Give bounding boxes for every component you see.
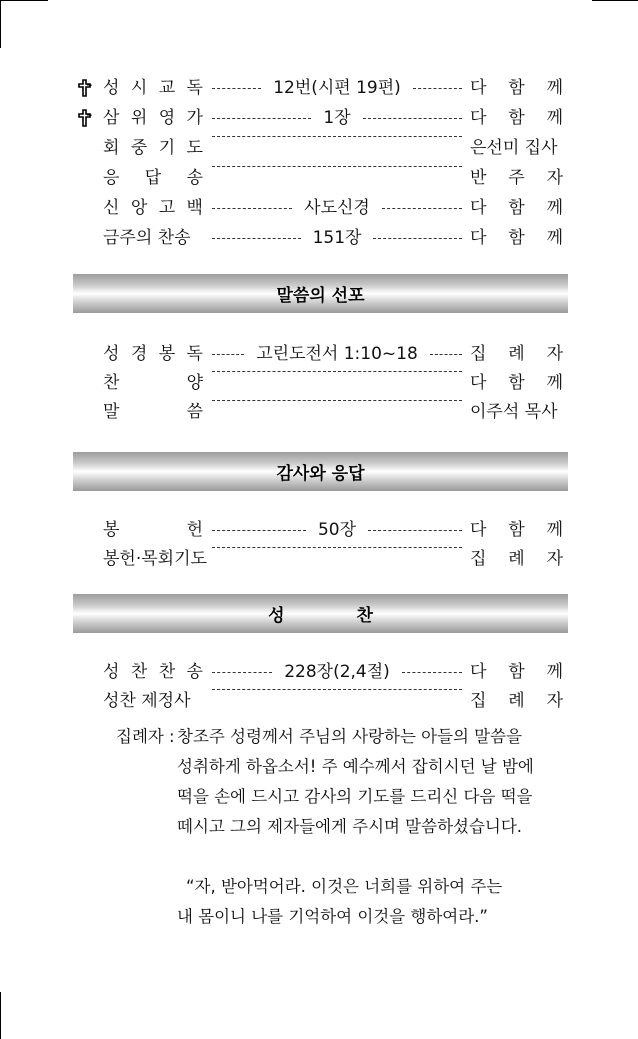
leader-char: 례: [508, 691, 525, 711]
dash-leader: [212, 136, 462, 137]
label-char: 영: [158, 108, 176, 128]
leader-line: [212, 659, 462, 685]
program-row: [0, 135, 638, 161]
label-char: 성: [103, 344, 120, 364]
leader-line: [212, 225, 462, 251]
program-item-label: [103, 546, 207, 572]
label-char: 독: [186, 344, 203, 364]
label-char: 봉: [158, 344, 176, 364]
leader-line: [212, 105, 462, 131]
program-item-label: [103, 688, 203, 714]
dash-leader: [368, 530, 462, 531]
dash-leader: [212, 238, 301, 239]
label-char: 응: [103, 168, 120, 188]
program-item-detail: 고린도전서 1:10~18: [256, 344, 418, 364]
dash-leader: [212, 118, 311, 119]
dash-leader: [413, 88, 462, 89]
program-row: [0, 75, 638, 101]
dash-leader: [402, 672, 462, 673]
label-char: 금주의 찬송: [103, 228, 191, 248]
program-item-label: [103, 135, 203, 161]
leader-line: [212, 370, 462, 372]
prayer-line: 떡을 손에 드시고 감사의 기도를 드리신 다음 떡을: [177, 787, 533, 806]
dash-leader: [212, 400, 462, 401]
label-char: 교: [158, 78, 176, 98]
label-char: 위: [130, 108, 148, 128]
leader-char: 이주석 목사: [470, 402, 558, 422]
label-char: 독: [186, 78, 203, 98]
program-item-leader: [470, 195, 563, 221]
leader-char: 께: [546, 78, 563, 98]
label-char: 성: [103, 662, 120, 682]
dash-leader: [382, 208, 462, 209]
leader-char: 함: [508, 662, 525, 682]
leader-char: 함: [508, 108, 525, 128]
program-item-leader: [470, 75, 563, 101]
dash-leader: [363, 118, 462, 119]
program-item-leader: [470, 165, 563, 191]
label-char: 기: [158, 138, 176, 158]
program-row: [0, 341, 638, 367]
dash-leader: [212, 371, 462, 372]
leader-line: [212, 399, 462, 401]
program-item-label: [103, 75, 203, 101]
label-char: 시: [130, 78, 148, 98]
leader-char: 례: [508, 344, 525, 364]
label-char: 찬: [158, 662, 176, 682]
section-title: 말씀의 선포: [276, 286, 365, 306]
program-item-label: [103, 517, 203, 543]
leader-line: [212, 341, 462, 367]
prayer-line: 떼시고 그의 제자들에게 주시며 말씀하셨습니다.: [177, 817, 523, 836]
leader-char: 은선미 집사: [470, 138, 558, 158]
program-item-leader: [470, 517, 563, 543]
leader-char: 함: [508, 78, 525, 98]
leader-line: [212, 688, 462, 690]
crop-mark-top-left-h: [0, 0, 48, 1]
section-title-char: 찬: [356, 606, 373, 626]
program-row: [0, 105, 638, 131]
leader-char: 자: [546, 691, 563, 711]
program-row: [0, 225, 638, 251]
leader-line: [212, 75, 462, 101]
program-item-label: [103, 341, 203, 367]
leader-char: 집: [470, 691, 487, 711]
prayer-speaker: 집례자 :: [116, 727, 175, 746]
label-char: 백: [186, 198, 203, 218]
program-item-leader: [470, 135, 563, 161]
program-item-label: [103, 399, 203, 425]
section-header-word: [73, 274, 568, 313]
program-item-leader: [470, 399, 563, 425]
dash-leader: [212, 354, 244, 355]
quote-line: 내 몸이니 나를 기억하여 이것을 행하여라.”: [177, 907, 488, 926]
label-char: 앙: [130, 198, 148, 218]
section-header-communion: [73, 594, 568, 633]
leader-char: 집: [470, 549, 487, 569]
program-item-label: [103, 195, 203, 221]
program-row: [0, 399, 638, 425]
label-char: 찬: [130, 662, 148, 682]
label-char: 고: [158, 198, 176, 218]
label-char: 회: [103, 138, 120, 158]
label-char: 헌: [186, 520, 203, 540]
leader-char: 집: [470, 344, 487, 364]
program-item-label: [103, 370, 203, 396]
dash-leader: [212, 689, 462, 690]
quote-line: “자, 받아먹어라. 이것은 너희를 위하여 주는: [186, 877, 503, 896]
label-char: 신: [103, 198, 120, 218]
program-row: [0, 688, 638, 714]
program-item-leader: [470, 105, 563, 131]
leader-char: 다: [470, 373, 487, 393]
section-title-char: 성: [268, 606, 285, 626]
section-header-response: [73, 452, 568, 491]
label-char: 도: [186, 138, 203, 158]
program-row: [0, 659, 638, 685]
label-char: 삼: [103, 108, 120, 128]
program-row: [0, 546, 638, 572]
program-item-detail: 228장(2,4절): [284, 662, 390, 682]
program-row: [0, 517, 638, 543]
leader-char: 다: [470, 520, 487, 540]
leader-char: 반: [470, 168, 487, 188]
label-char: 말: [103, 402, 120, 422]
leader-char: 함: [508, 228, 525, 248]
crop-mark-bottom-left-v: [0, 992, 1, 1039]
program-item-leader: [470, 688, 563, 714]
leader-char: 께: [546, 373, 563, 393]
program-item-detail: 12번(시편 19편): [273, 78, 401, 98]
section-title: 감사와 응답: [276, 464, 365, 484]
label-char: 봉: [103, 520, 120, 540]
dash-leader: [212, 547, 462, 548]
leader-char: 주: [508, 168, 525, 188]
program-item-leader: [470, 341, 563, 367]
program-row: [0, 370, 638, 396]
program-row: [0, 195, 638, 221]
leader-char: 례: [508, 549, 525, 569]
cross-icon: [76, 79, 92, 97]
leader-line: [212, 517, 462, 543]
dash-leader: [212, 166, 462, 167]
dash-leader: [373, 238, 462, 239]
leader-char: 께: [546, 228, 563, 248]
label-char: 씀: [186, 402, 203, 422]
leader-char: 함: [508, 198, 525, 218]
leader-char: 다: [470, 662, 487, 682]
leader-char: 다: [470, 228, 487, 248]
dash-leader: [212, 530, 306, 531]
dash-leader: [430, 354, 462, 355]
program-item-leader: [470, 546, 563, 572]
program-item-detail: 151장: [312, 228, 362, 248]
label-char: 경: [130, 344, 148, 364]
program-item-detail: 사도신경: [304, 198, 370, 218]
label-char: 송: [186, 168, 203, 188]
leader-char: 께: [546, 662, 563, 682]
leader-char: 께: [546, 520, 563, 540]
leader-char: 함: [508, 520, 525, 540]
program-row: [0, 165, 638, 191]
leader-line: [212, 546, 462, 548]
program-item-leader: [470, 225, 563, 251]
label-char: 중: [130, 138, 148, 158]
dash-leader: [212, 208, 292, 209]
program-item-label: [103, 105, 203, 131]
leader-char: 자: [546, 549, 563, 569]
label-char: 봉헌·목회기도: [103, 549, 207, 569]
label-char: 가: [186, 108, 203, 128]
label-char: 송: [186, 662, 203, 682]
leader-char: 함: [508, 373, 525, 393]
dash-leader: [212, 672, 272, 673]
label-char: 양: [186, 373, 203, 393]
program-item-leader: [470, 659, 563, 685]
label-char: 답: [144, 168, 162, 188]
program-item-leader: [470, 370, 563, 396]
program-item-label: [103, 225, 203, 251]
leader-char: 께: [546, 108, 563, 128]
leader-char: 자: [546, 168, 563, 188]
crop-mark-top-right-h: [592, 0, 638, 1]
leader-line: [212, 135, 462, 137]
label-char: 성찬 제정사: [103, 691, 191, 711]
program-item-detail: 1장: [323, 108, 351, 128]
leader-char: 다: [470, 198, 487, 218]
leader-char: 께: [546, 198, 563, 218]
prayer-line: 창조주 성령께서 주님의 사랑하는 아들의 말씀을: [177, 727, 523, 746]
program-item-label: [103, 659, 203, 685]
leader-char: 다: [470, 78, 487, 98]
program-item-detail: 50장: [317, 520, 357, 540]
leader-line: [212, 165, 462, 167]
dash-leader: [212, 88, 261, 89]
crop-mark-top-left-v: [0, 0, 1, 48]
cross-icon: [76, 109, 92, 127]
label-char: 성: [103, 78, 120, 98]
leader-line: [212, 195, 462, 221]
leader-char: 자: [546, 344, 563, 364]
label-char: 찬: [103, 373, 120, 393]
prayer-line: 성취하게 하옵소서! 주 예수께서 잡히시던 날 밤에: [177, 757, 534, 776]
leader-char: 다: [470, 108, 487, 128]
program-item-label: [103, 165, 203, 191]
